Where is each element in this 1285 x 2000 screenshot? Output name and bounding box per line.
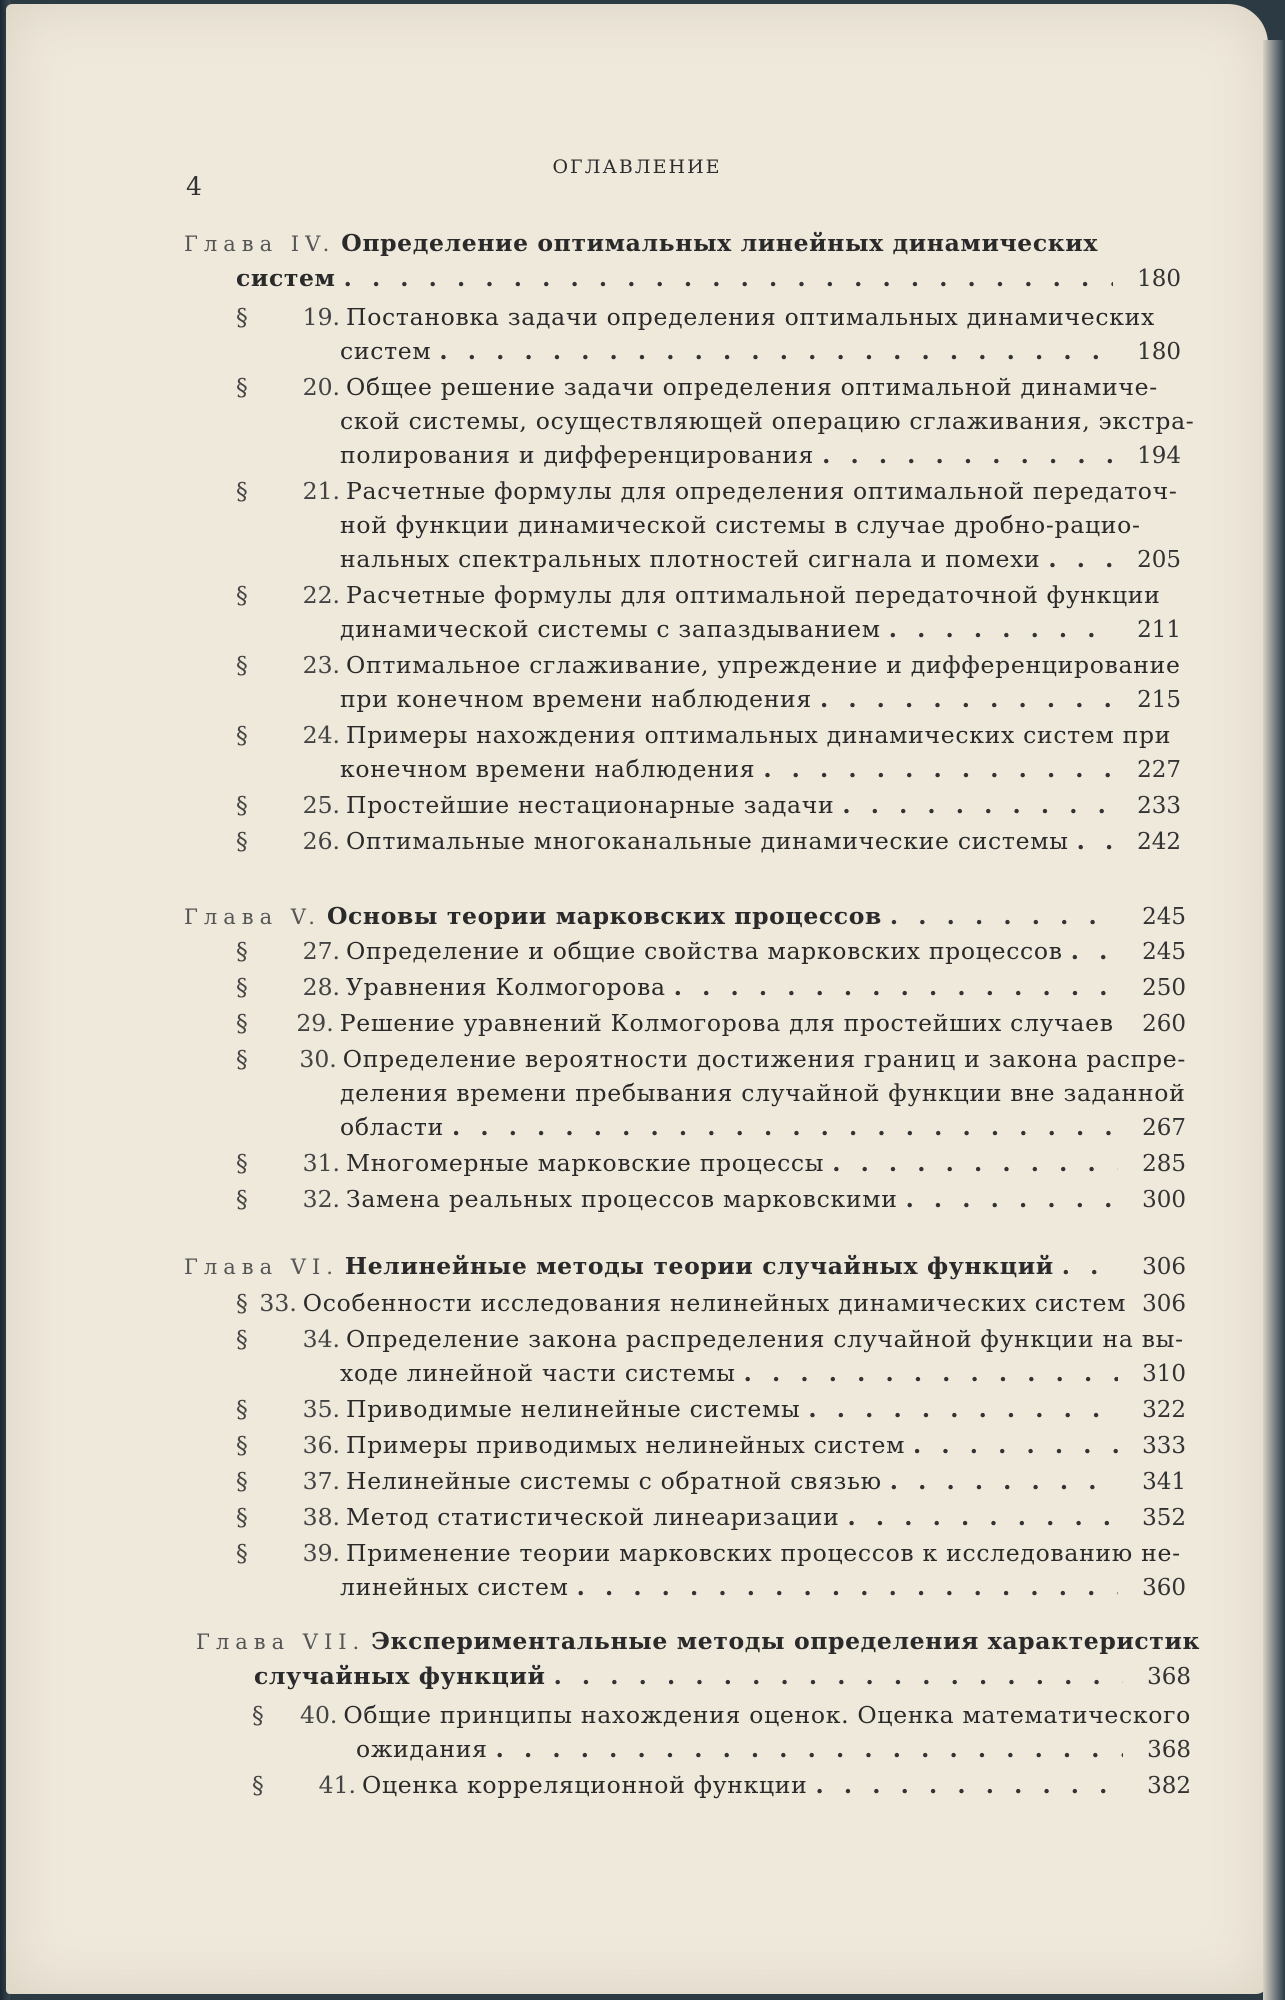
section-title: Расчетные формулы для оптимальной передаточной функции: [346, 581, 1161, 609]
leader-dots: [1077, 824, 1113, 858]
book-page: [6, 4, 1268, 1994]
section-title: Метод статистической линеаризации: [346, 1503, 840, 1531]
chapter-title: Экспериментальные методы определения характеристик: [371, 1627, 1201, 1655]
section-title: Постановка задачи определения оптимальных динамических: [346, 303, 1155, 331]
section-page: 245: [1142, 939, 1186, 965]
chapter-title-row: [184, 899, 1186, 934]
section-row: [236, 1570, 1186, 1605]
section-number: 25.: [302, 791, 340, 819]
leader-dots: [496, 1732, 1123, 1766]
section-title: Решение уравнений Колмогорова для простейших случаев: [339, 1009, 1114, 1037]
chapter-page: 180: [1137, 266, 1181, 292]
chapter-entry[interactable]: [184, 226, 1181, 296]
chapter-page: 245: [1142, 904, 1186, 930]
leader-dots: [820, 682, 1113, 716]
section-title: Применение теории марковских процессов к исследованию не-: [346, 1539, 1181, 1567]
section-entry[interactable]: [236, 1464, 1186, 1499]
chapter-label: Глава VI.: [184, 1255, 339, 1279]
section-title: нальных спектральных плотностей сигнала и помехи: [340, 545, 1041, 573]
leader-dots: [913, 1428, 1118, 1462]
chapter-title-row: [184, 261, 1181, 296]
section-title: при конечном времени наблюдения: [340, 685, 812, 713]
section-row: [236, 682, 1181, 717]
section-page: 267: [1142, 1115, 1186, 1141]
section-row: [236, 1536, 1186, 1570]
chapter-title: Определение оптимальных линейных динамических: [341, 229, 1098, 257]
section-symbol: §: [236, 651, 248, 679]
section-row: [236, 1182, 1186, 1217]
leader-dots: [1048, 542, 1113, 576]
section-title: Примеры нахождения оптимальных динамических систем при: [346, 721, 1172, 749]
section-row: [236, 1042, 1186, 1076]
section-title: деления времени пребывания случайной функции вне заданной: [340, 1079, 1186, 1107]
page-edge: [1263, 40, 1285, 2000]
leader-dots: [890, 899, 1118, 933]
section-entry[interactable]: [236, 934, 1186, 969]
section-number: 26.: [302, 827, 340, 855]
leader-dots: [842, 788, 1113, 822]
section-entry[interactable]: [236, 1006, 1186, 1041]
section-row: [236, 1110, 1186, 1145]
section-symbol: §: [236, 1539, 248, 1567]
section-row: [236, 1464, 1186, 1499]
section-entry[interactable]: [236, 1536, 1186, 1605]
section-number: 23.: [302, 651, 340, 679]
section-row: [236, 970, 1186, 1005]
section-page: 382: [1147, 1773, 1191, 1799]
section-page: 233: [1137, 793, 1181, 819]
section-page: 215: [1137, 687, 1181, 713]
section-symbol: §: [236, 1045, 248, 1073]
section-entry[interactable]: [236, 1146, 1186, 1181]
section-symbol: §: [236, 973, 248, 1001]
section-page: 360: [1142, 1575, 1186, 1601]
leader-dots: [816, 1768, 1123, 1802]
section-number: 31.: [302, 1149, 340, 1177]
chapter-page: 368: [1147, 1664, 1191, 1690]
section-title: Приводимые нелинейные системы: [346, 1395, 801, 1423]
leader-dots: [1071, 934, 1118, 968]
section-page: 250: [1142, 975, 1186, 1001]
chapter-entry[interactable]: [196, 1624, 1201, 1694]
section-entry[interactable]: [236, 1286, 1186, 1321]
chapter-title-row: [196, 1624, 1201, 1659]
section-title: Определение вероятности достижения границ и закона распре-: [342, 1045, 1186, 1073]
section-row: [236, 508, 1181, 542]
section-symbol: §: [236, 1149, 248, 1177]
section-entry[interactable]: [236, 1042, 1186, 1145]
section-symbol: §: [236, 303, 248, 331]
section-row: [236, 334, 1181, 369]
section-title: Оптимальное сглаживание, упреждение и дифференцирование: [346, 651, 1181, 679]
section-row: [236, 1356, 1186, 1391]
section-title: ходе линейной части системы: [340, 1359, 736, 1387]
section-row: [236, 1076, 1186, 1110]
section-title: Оптимальные многоканальные динамические системы: [346, 827, 1069, 855]
section-number: 38.: [302, 1503, 340, 1531]
section-title: конечном времени наблюдения: [340, 755, 756, 783]
leader-dots: [344, 261, 1113, 295]
section-entry[interactable]: [236, 1322, 1186, 1391]
section-number: 28.: [302, 973, 340, 1001]
section-entry[interactable]: [236, 1182, 1186, 1217]
section-row: [252, 1732, 1191, 1767]
section-page: 310: [1142, 1361, 1186, 1387]
chapter-label: Глава V.: [184, 905, 321, 929]
section-entry[interactable]: [236, 970, 1186, 1005]
chapter-title-row: [184, 1249, 1186, 1284]
section-symbol: §: [236, 1009, 248, 1037]
section-page: 352: [1142, 1505, 1186, 1531]
section-number: 40.: [300, 1701, 338, 1729]
section-row: [236, 648, 1181, 682]
section-row: [236, 1392, 1186, 1427]
section-entry[interactable]: [236, 1428, 1186, 1463]
section-row: [236, 824, 1181, 859]
section-title: Определение и общие свойства марковских процессов: [346, 937, 1063, 965]
section-entry[interactable]: [236, 824, 1181, 859]
section-number: 19.: [302, 303, 340, 331]
section-row: [236, 1146, 1186, 1181]
section-symbol: §: [236, 1185, 248, 1213]
section-number: 22.: [302, 581, 340, 609]
section-page: 368: [1147, 1737, 1191, 1763]
section-page: 322: [1142, 1397, 1186, 1423]
section-symbol: §: [236, 477, 248, 505]
section-row: [252, 1768, 1191, 1803]
section-symbol: §: [236, 827, 248, 855]
section-page: 242: [1137, 829, 1181, 855]
section-symbol: §: [252, 1771, 264, 1799]
leader-dots: [822, 438, 1113, 472]
section-title: Особенности исследования нелинейных динамических систем: [302, 1289, 1127, 1317]
chapter-entry[interactable]: [184, 899, 1186, 934]
section-entry[interactable]: [236, 370, 1195, 473]
chapter-title: Основы теории марковских процессов: [326, 902, 882, 930]
section-page: 333: [1142, 1433, 1186, 1459]
leader-dots: [674, 970, 1118, 1004]
leader-dots: [554, 1659, 1123, 1693]
leader-dots: [889, 612, 1113, 646]
section-number: 35.: [302, 1395, 340, 1423]
section-row: [236, 718, 1181, 752]
section-title: Общее решение задачи определения оптимальной динамиче-: [346, 373, 1158, 401]
leader-dots: [744, 1356, 1118, 1390]
section-number: 29.: [296, 1009, 334, 1037]
section-entry[interactable]: [236, 718, 1181, 787]
section-page: 300: [1142, 1187, 1186, 1213]
section-number: 34.: [302, 1325, 340, 1353]
section-number: 33.: [259, 1289, 297, 1317]
section-symbol: §: [236, 1289, 248, 1317]
section-title: ожидания: [356, 1735, 488, 1763]
chapter-title-cont: систем: [236, 264, 336, 292]
section-page: 211: [1137, 617, 1181, 643]
leader-dots: [1062, 1249, 1118, 1283]
section-entry[interactable]: [236, 300, 1181, 369]
section-symbol: §: [236, 1395, 248, 1423]
section-symbol: §: [236, 1325, 248, 1353]
section-number: 20.: [302, 373, 340, 401]
chapter-title-cont: случайных функций: [254, 1662, 546, 1690]
section-title: Нелинейные системы с обратной связью: [346, 1467, 882, 1495]
section-title: Многомерные марковские процессы: [346, 1149, 825, 1177]
section-number: 27.: [302, 937, 340, 965]
section-title: Уравнения Колмогорова: [346, 973, 666, 1001]
section-number: 21.: [302, 477, 340, 505]
section-row: [236, 612, 1181, 647]
section-row: [236, 300, 1181, 334]
chapter-entry[interactable]: [184, 1249, 1186, 1284]
section-page: 194: [1137, 443, 1181, 469]
section-row: [236, 1428, 1186, 1463]
section-number: 32.: [302, 1185, 340, 1213]
section-row: [236, 1500, 1186, 1535]
leader-dots: [848, 1500, 1118, 1534]
running-head: ОГЛАВЛЕНИЕ: [552, 156, 722, 178]
section-row: [236, 934, 1186, 969]
section-title: Расчетные формулы для определения оптимальной передаточ-: [346, 477, 1178, 505]
section-title: области: [340, 1113, 444, 1141]
section-page: 306: [1142, 1291, 1186, 1317]
section-entry[interactable]: [236, 578, 1181, 647]
chapter-label: Глава VII.: [196, 1630, 366, 1654]
section-title: полирования и дифференцирования: [340, 441, 815, 469]
section-title: Общие принципы нахождения оценок. Оценка математического: [343, 1701, 1191, 1729]
section-row: [236, 370, 1181, 404]
section-symbol: §: [236, 1503, 248, 1531]
section-page: 180: [1137, 339, 1181, 365]
section-title: линейных систем: [340, 1573, 569, 1601]
section-entry[interactable]: [236, 648, 1181, 717]
section-title: ской системы, осуществляющей операцию сглаживания, экстра-: [340, 407, 1195, 435]
leader-dots: [832, 1146, 1118, 1180]
section-row: [236, 1286, 1186, 1321]
section-number: 24.: [302, 721, 340, 749]
section-title: Простейшие нестационарные задачи: [346, 791, 835, 819]
section-page: 260: [1142, 1011, 1186, 1037]
section-row: [236, 474, 1181, 508]
section-entry[interactable]: [252, 1768, 1191, 1803]
section-row: [236, 788, 1181, 823]
section-row: [236, 1006, 1186, 1041]
section-title: ной функции динамической системы в случае дробно-рацио-: [340, 511, 1141, 539]
leader-dots: [439, 334, 1113, 368]
chapter-page: 306: [1142, 1254, 1186, 1280]
section-symbol: §: [236, 937, 248, 965]
section-entry[interactable]: [236, 1500, 1186, 1535]
section-row: [236, 1322, 1186, 1356]
section-row: [252, 1698, 1191, 1732]
section-symbol: §: [236, 721, 248, 749]
section-symbol: §: [236, 373, 248, 401]
section-row: [236, 438, 1181, 473]
chapter-label: Глава IV.: [184, 232, 336, 256]
section-row: [236, 752, 1181, 787]
leader-dots: [577, 1570, 1118, 1604]
section-title: Замена реальных процессов марковскими: [346, 1185, 898, 1213]
section-title: Примеры приводимых нелинейных систем: [346, 1431, 906, 1459]
section-page: 205: [1137, 547, 1181, 573]
section-symbol: §: [236, 1431, 248, 1459]
section-title: динамической системы с запаздыванием: [340, 615, 881, 643]
section-title: систем: [340, 337, 432, 365]
toc-content: [6, 4, 1268, 1994]
section-page: 227: [1137, 757, 1181, 783]
leader-dots: [906, 1182, 1118, 1216]
section-entry[interactable]: [236, 788, 1181, 823]
chapter-title-row: [196, 1659, 1191, 1694]
page-number: 4: [186, 172, 202, 201]
section-number: 30.: [299, 1045, 337, 1073]
section-number: 41.: [318, 1771, 356, 1799]
chapter-title-row: [184, 226, 1181, 261]
section-entry[interactable]: [236, 474, 1181, 577]
section-entry[interactable]: [236, 1392, 1186, 1427]
section-number: 36.: [302, 1431, 340, 1459]
section-row: [236, 578, 1181, 612]
section-symbol: §: [252, 1701, 264, 1729]
section-symbol: §: [236, 1467, 248, 1495]
section-title: Оценка корреляционной функции: [362, 1771, 808, 1799]
section-row: [236, 542, 1181, 577]
leader-dots: [452, 1110, 1118, 1144]
section-symbol: §: [236, 791, 248, 819]
section-page: 285: [1142, 1151, 1186, 1177]
chapter-title: Нелинейные методы теории случайных функций: [344, 1252, 1054, 1280]
section-symbol: §: [236, 581, 248, 609]
leader-dots: [763, 752, 1113, 786]
section-number: 39.: [302, 1539, 340, 1567]
leader-dots: [808, 1392, 1118, 1426]
section-page: 341: [1142, 1469, 1186, 1495]
section-row: [236, 404, 1195, 438]
section-entry[interactable]: [252, 1698, 1191, 1767]
section-title: Определение закона распределения случайной функции на вы-: [346, 1325, 1184, 1353]
leader-dots: [890, 1464, 1118, 1498]
section-number: 37.: [302, 1467, 340, 1495]
